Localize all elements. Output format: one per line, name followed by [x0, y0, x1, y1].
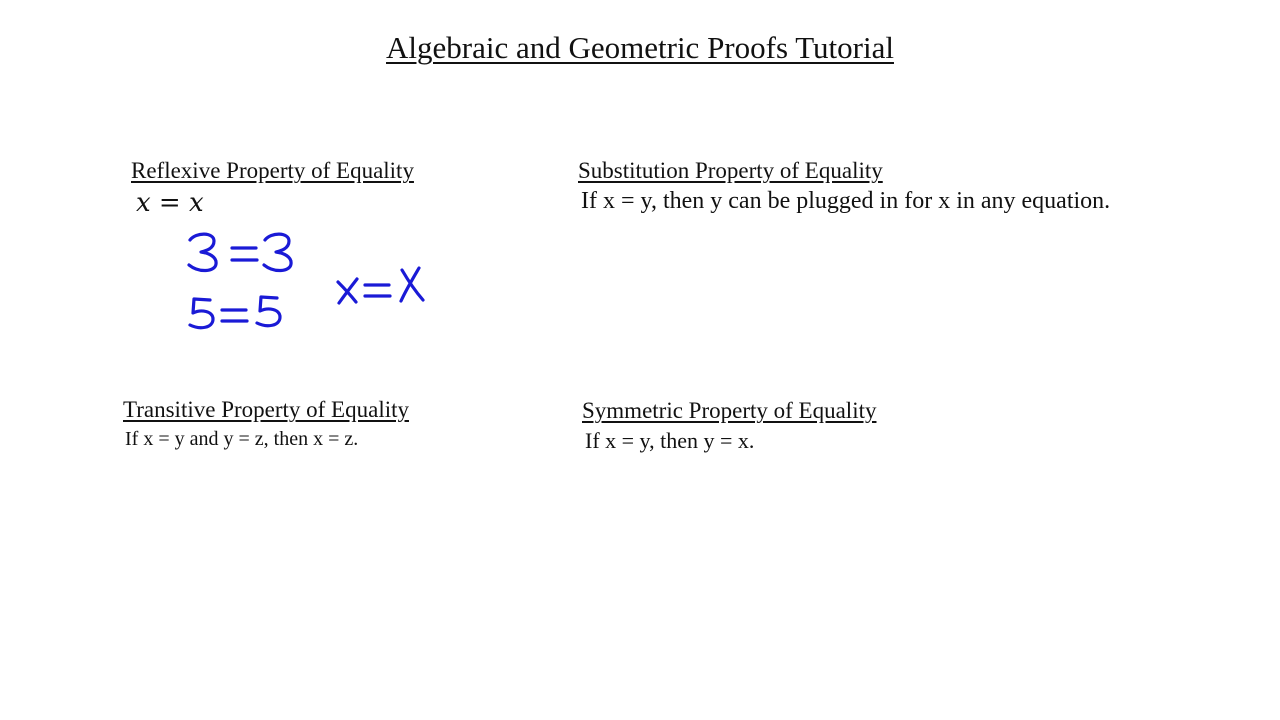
reflexive-heading: Reflexive Property of Equality — [131, 158, 414, 183]
substitution-heading: Substitution Property of Equality — [578, 158, 883, 183]
symmetric-statement: If x = y, then y = x. — [585, 428, 755, 453]
handwritten-3-equals-3 — [189, 234, 291, 270]
symmetric-heading: Symmetric Property of Equality — [582, 398, 877, 423]
handwritten-5-equals-5 — [190, 297, 280, 328]
transitive-statement: If x = y and y = z, then x = z. — [125, 428, 359, 450]
transitive-heading: Transitive Property of Equality — [123, 397, 409, 422]
page-title: Algebraic and Geometric Proofs Tutorial — [386, 30, 894, 65]
substitution-statement: If x = y, then y can be plugged in for x in any equation. — [581, 188, 1111, 214]
reflexive-formula: x = x — [136, 188, 204, 218]
handwritten-x-equals-x — [338, 268, 423, 303]
